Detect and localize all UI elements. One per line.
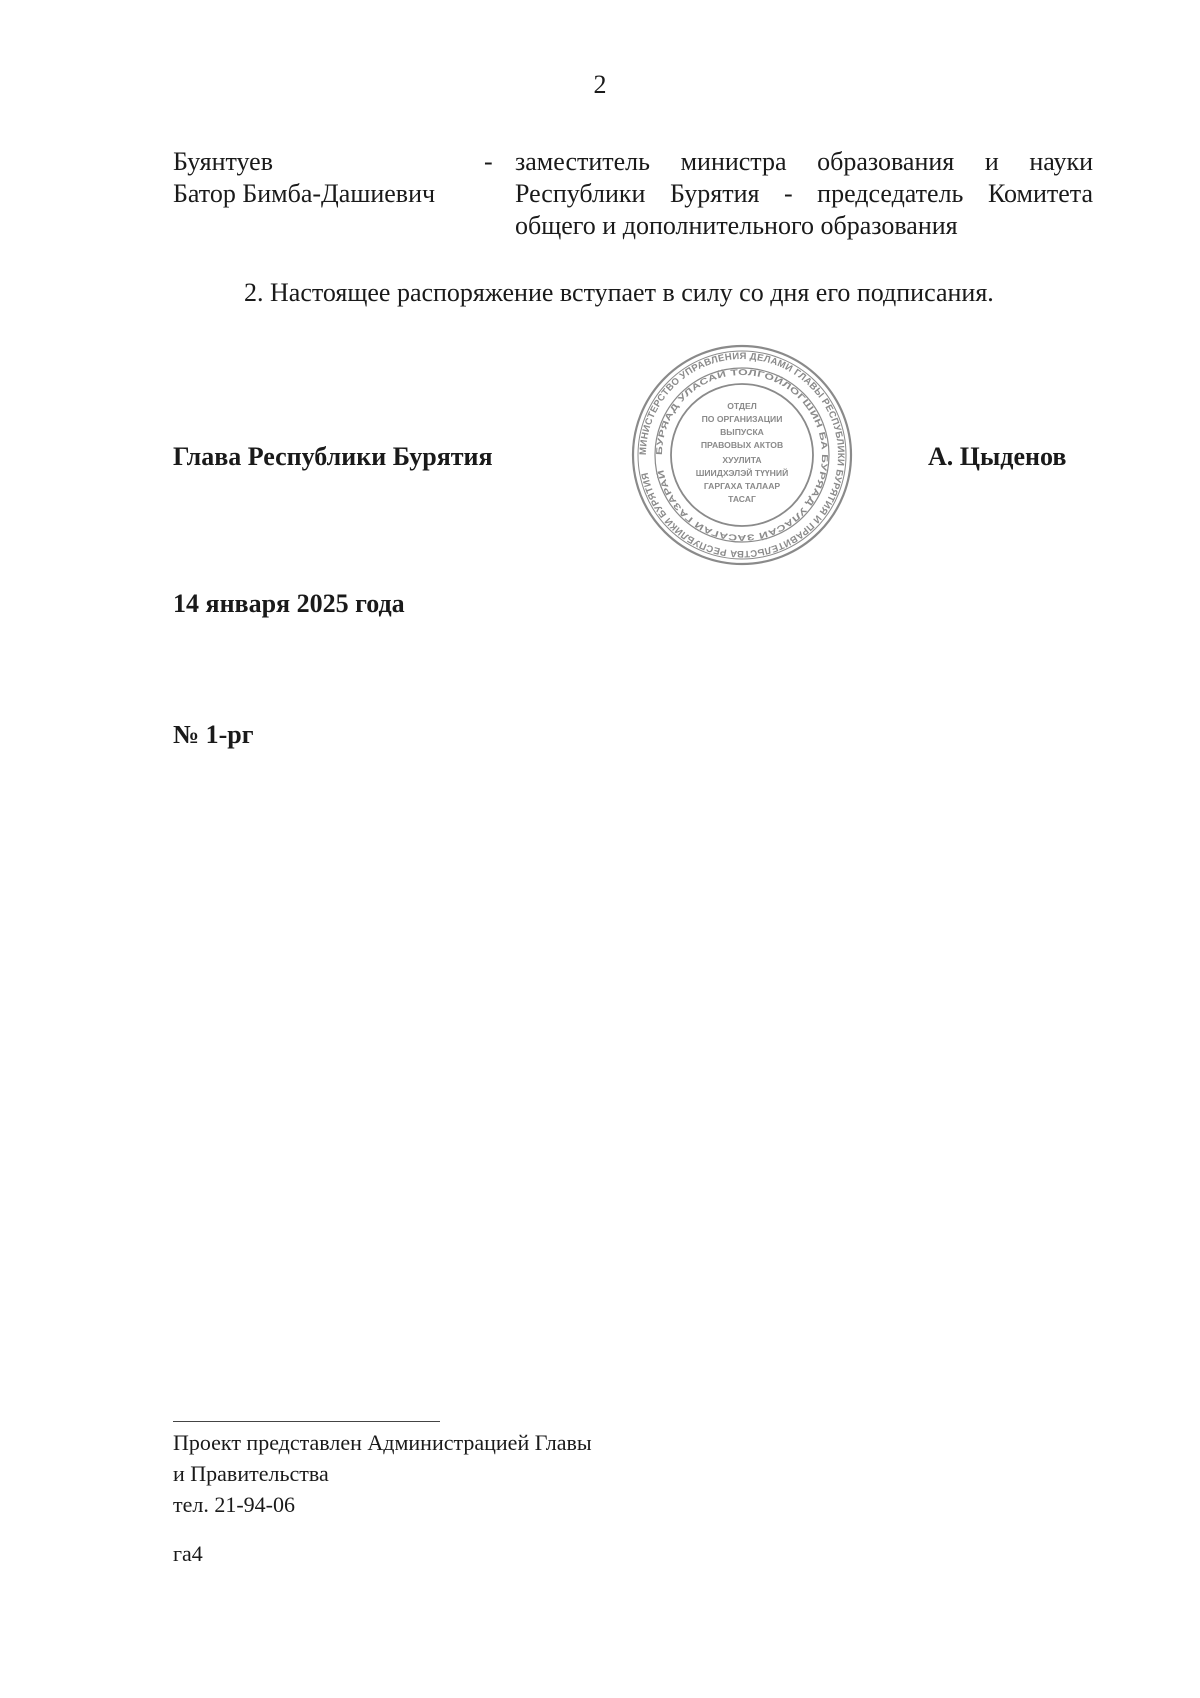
- seal-center-line-7: ГАРГАХА ТАЛААР: [703, 481, 781, 491]
- seal-center-line-1: ОТДЕЛ: [727, 401, 757, 411]
- seal-center-line-5: ХУУЛИТА: [722, 455, 762, 465]
- member-surname: Буянтуев: [173, 147, 274, 176]
- document-number: № 1-рг: [173, 720, 254, 749]
- seal-center-line-4: ПРАВОВЫХ АКТОВ: [700, 440, 784, 450]
- footer-note-line-1: Проект представлен Администрацией Главы: [173, 1430, 592, 1455]
- member-dash: -: [484, 147, 493, 176]
- seal-center-line-6: ШИИДХЭЛЭЙ ТҮҮНИЙ: [695, 468, 789, 478]
- member-position: [515, 146, 1093, 242]
- seal-center-line-2: ПО ОРГАНИЗАЦИИ: [701, 414, 783, 424]
- seal-center-line-8: ТАСАГ: [728, 494, 756, 504]
- page-number: 2: [593, 70, 607, 99]
- footer-divider: [173, 1421, 440, 1422]
- footer-note-line-2: и Правительства: [173, 1461, 329, 1486]
- paragraph-2: 2. Настоящее распоряжение вступает в силу со дня его подписания.: [244, 278, 994, 307]
- seal-outer-ring-text: МИНИСТЕРСТВО УПРАВЛЕНИЯ ДЕЛАМИ ГЛАВЫ РЕСПУБЛИКИ БУРЯТИЯ И ПРАВИТЕЛЬСТВА РЕСПУБЛИКИ БУРЯТИЯ: [637, 350, 847, 560]
- signing-date: 14 января 2025 года: [173, 589, 405, 618]
- seal-center-line-3: ВЫПУСКА: [720, 427, 764, 437]
- member-given-names: Батор Бимба-Дашиевич: [173, 179, 436, 208]
- official-seal: [630, 343, 854, 567]
- footer-phone: тел. 21-94-06: [173, 1492, 296, 1517]
- member-position-line-1: заместитель министра образования и науки: [515, 147, 1093, 176]
- member-position-line-2: Республики Бурятия - председатель Комитета: [515, 179, 1093, 208]
- signer-name: А. Цыденов: [928, 442, 1067, 471]
- signer-title: Глава Республики Бурятия: [173, 442, 493, 471]
- seal-inner-ring-text: БУРЯАД УЛАСАЙ ТОЛГОЙЛОГШИН БА БУРЯАД УЛАСАЙ ЗАСАГАЙ ГАЗАРАЙ: [653, 366, 831, 544]
- member-position-line-3: общего и дополнительного образования: [515, 211, 958, 240]
- footer-note: [173, 1427, 592, 1520]
- member-name: [173, 146, 483, 210]
- footer-code: га4: [173, 1541, 203, 1566]
